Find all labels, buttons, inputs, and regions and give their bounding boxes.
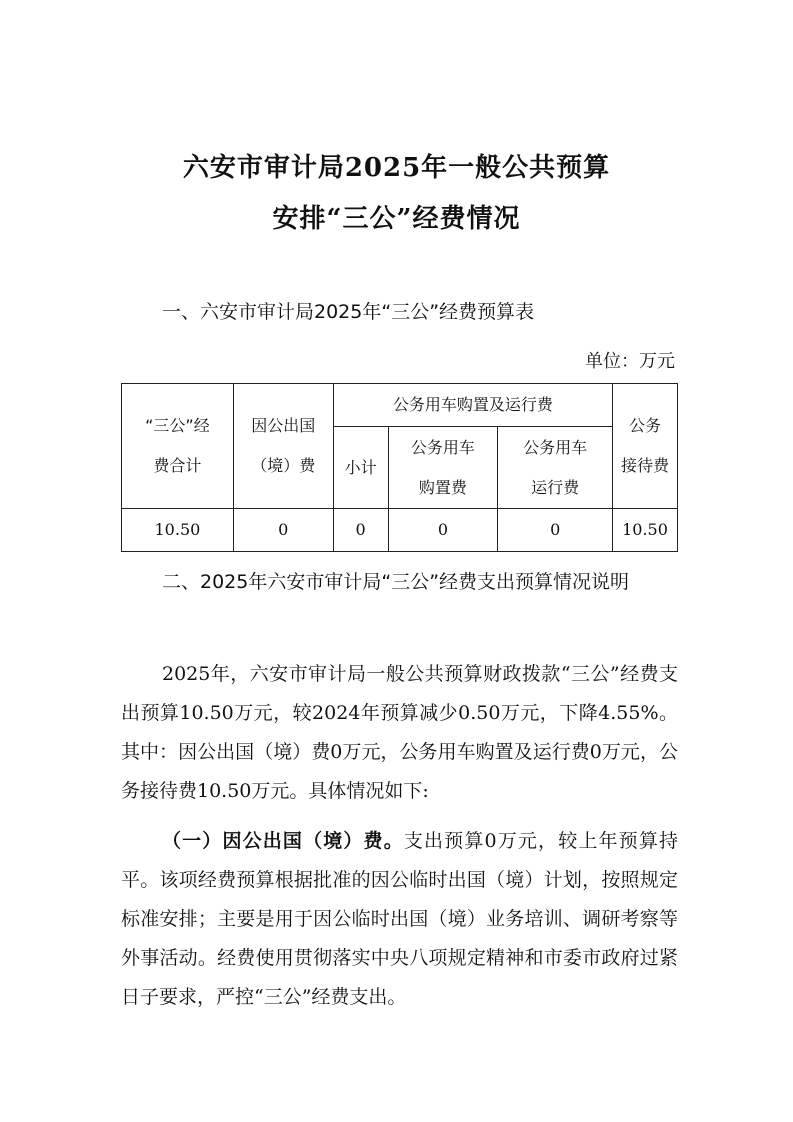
table-row xyxy=(122,509,678,552)
cell-abroad: 0 xyxy=(233,509,333,552)
header-purchase-line2: 购置费 xyxy=(418,477,467,497)
cell-operation: 0 xyxy=(498,509,613,552)
header-abroad xyxy=(233,384,333,509)
header-purchase-line1: 公务用车 xyxy=(410,437,475,457)
header-reception-line2: 接待费 xyxy=(621,456,670,475)
header-abroad-line2: （境）费 xyxy=(251,456,316,475)
cell-subtotal: 0 xyxy=(333,509,388,552)
paragraph2-lead: （一）因公出国（境）费。 xyxy=(162,830,404,852)
document-title-line1: 六安市审计局2025年一般公共预算 xyxy=(182,153,611,183)
cell-purchase: 0 xyxy=(388,509,498,552)
header-operation xyxy=(498,427,613,509)
header-subtotal: 小计 xyxy=(333,427,388,509)
header-vehicle-group: 公务用车购置及运行费 xyxy=(333,384,612,427)
section2-paragraph1: 2025年，六安市审计局一般公共预算财政拨款“三公”经费支出预算10.50万元，较2024年预算减少0.50万元，下降4.55%。其中：因公出国（境）费0万元，公务用车购置及运行费0万元，公务接待费10.50万元。具体情况如下: xyxy=(121,663,678,802)
document-title-line2: 安排“三公”经费情况 xyxy=(272,204,521,234)
header-total-line2: 费合计 xyxy=(153,456,202,475)
header-reception-line1: 公务 xyxy=(629,416,662,435)
header-reception xyxy=(613,384,678,509)
section2-paragraph2 xyxy=(121,822,678,1017)
header-operation-line1: 公务用车 xyxy=(523,437,588,457)
section1-heading: 一、六安市审计局2025年“三公”经费预算表 xyxy=(162,301,535,323)
cell-reception: 10.50 xyxy=(613,509,678,552)
unit-label: 单位：万元 xyxy=(585,351,675,372)
budget-table xyxy=(121,383,678,552)
section2-heading: 二、2025年六安市审计局“三公”经费支出预算情况说明 xyxy=(162,571,630,593)
paragraph2-body: 支出预算0万元，较上年预算持平。该项经费预算根据批准的因公临时出国（境）计划，按照规定标准安排；主要是用于因公临时出国（境）业务培训、调研考察等外事活动。经费使用贯彻落实中央八项规定精神和市委市政府过紧日子要求，严控“三公”经费支出。 xyxy=(121,830,678,1008)
header-total-line1: “三公”经 xyxy=(145,416,210,435)
header-purchase xyxy=(388,427,498,509)
header-total xyxy=(122,384,234,509)
header-operation-line2: 运行费 xyxy=(531,477,580,497)
cell-total: 10.50 xyxy=(122,509,234,552)
header-abroad-line1: 因公出国 xyxy=(251,416,316,435)
